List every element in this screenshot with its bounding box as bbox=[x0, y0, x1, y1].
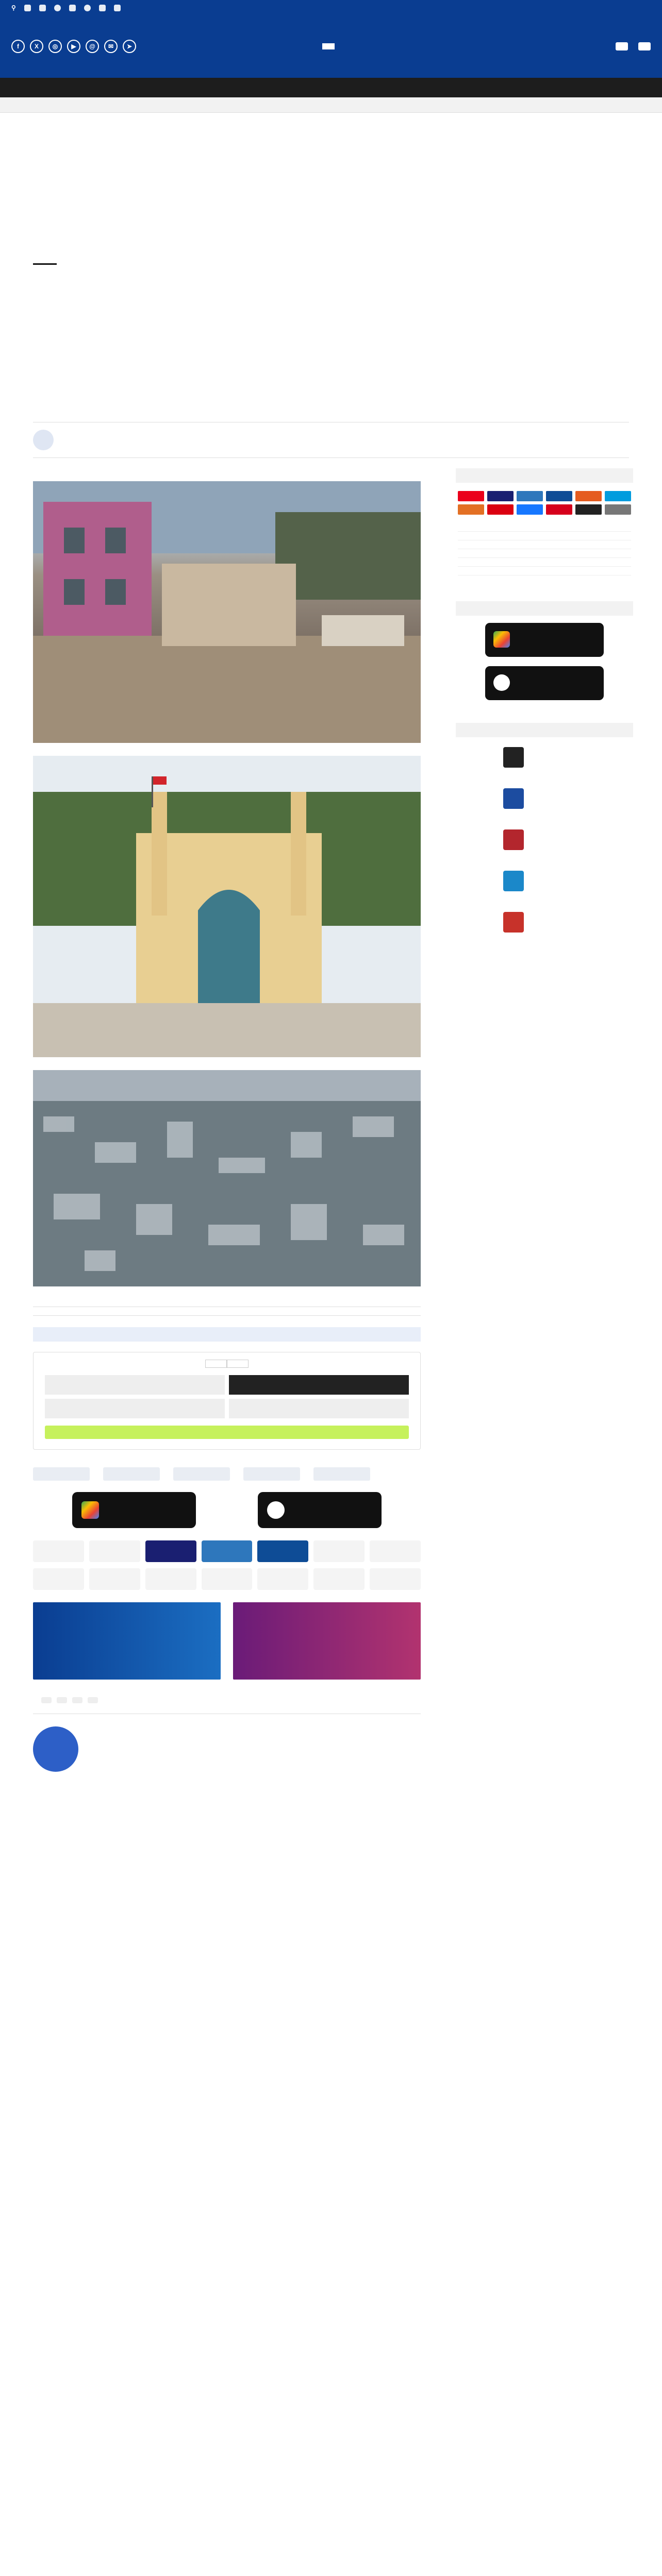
app-store-button[interactable] bbox=[485, 666, 604, 700]
author-avatar bbox=[33, 430, 54, 450]
sopa-icon bbox=[503, 829, 524, 850]
alipay-icon bbox=[517, 504, 543, 515]
author-box bbox=[33, 1726, 421, 1819]
x-icon[interactable]: X bbox=[30, 40, 43, 53]
patreon-icon[interactable] bbox=[33, 1568, 84, 1590]
ipi-logo[interactable] bbox=[243, 1467, 300, 1481]
promo-banners bbox=[33, 1602, 421, 1680]
amount-options bbox=[45, 1375, 409, 1418]
photo-illustration bbox=[33, 481, 421, 743]
google-pay-icon bbox=[605, 504, 631, 515]
payment-methods bbox=[33, 1540, 421, 1590]
amount-option-other[interactable] bbox=[229, 1399, 409, 1418]
mosque-site-photo bbox=[33, 481, 421, 743]
payme-icon[interactable] bbox=[145, 1568, 196, 1590]
x-icon[interactable] bbox=[39, 5, 46, 11]
photo-ground bbox=[33, 636, 421, 743]
donate-option[interactable] bbox=[458, 558, 631, 567]
tag[interactable] bbox=[72, 1697, 82, 1703]
main-nav bbox=[0, 78, 662, 97]
visa-icon[interactable] bbox=[145, 1540, 196, 1562]
jcb-icon bbox=[546, 491, 572, 501]
support-promo[interactable] bbox=[233, 1602, 421, 1680]
tag-list bbox=[33, 1697, 421, 1714]
tag[interactable] bbox=[41, 1697, 52, 1703]
amount-option[interactable] bbox=[45, 1399, 225, 1418]
photo-illustration bbox=[33, 756, 421, 1057]
jcb-icon[interactable] bbox=[257, 1540, 308, 1562]
masthead bbox=[0, 15, 662, 78]
amex-icon bbox=[517, 491, 543, 501]
discover-icon bbox=[575, 491, 602, 501]
octopus-icon bbox=[458, 504, 484, 515]
photo-building bbox=[43, 502, 152, 656]
app-store-button[interactable] bbox=[258, 1492, 382, 1528]
byline bbox=[33, 422, 629, 458]
article-body bbox=[33, 468, 421, 1819]
google-play-icon bbox=[493, 631, 510, 648]
donate-option[interactable] bbox=[458, 540, 631, 549]
google-play-button[interactable] bbox=[485, 623, 604, 657]
trending-bar bbox=[0, 97, 662, 113]
donate-options bbox=[456, 523, 633, 601]
site-logo[interactable] bbox=[322, 42, 340, 52]
instagram-icon[interactable] bbox=[54, 5, 61, 11]
jti-icon bbox=[503, 788, 524, 809]
member-logos bbox=[456, 744, 633, 935]
trust-project-logo[interactable] bbox=[503, 744, 586, 770]
support-hkfp-button[interactable] bbox=[616, 42, 628, 50]
trust-project-logo[interactable] bbox=[33, 1467, 90, 1481]
facebook-icon[interactable]: f bbox=[11, 40, 25, 53]
facebook-icon[interactable] bbox=[24, 5, 31, 11]
author-avatar[interactable] bbox=[33, 1726, 78, 1772]
category-rule bbox=[33, 263, 57, 265]
ipi-icon bbox=[503, 871, 524, 891]
tab-one-time[interactable] bbox=[205, 1360, 227, 1368]
hrpa-logo[interactable] bbox=[503, 909, 586, 935]
patreon-icon bbox=[575, 504, 602, 515]
more-ways-link[interactable] bbox=[458, 575, 631, 601]
google-play-icon bbox=[81, 1501, 99, 1519]
donate-option[interactable] bbox=[458, 549, 631, 558]
donate-option[interactable] bbox=[458, 532, 631, 540]
donate-option[interactable] bbox=[458, 523, 631, 532]
jti-logo[interactable] bbox=[103, 1467, 160, 1481]
apple-pay-icon[interactable] bbox=[370, 1568, 421, 1590]
email-icon[interactable]: ✉ bbox=[104, 40, 118, 53]
sopa-logo[interactable] bbox=[173, 1467, 230, 1481]
frequency-toggle bbox=[45, 1360, 409, 1368]
utility-bar bbox=[0, 0, 662, 15]
payment-cards bbox=[456, 491, 633, 515]
logo-mark bbox=[322, 43, 335, 49]
email-icon[interactable] bbox=[99, 5, 106, 11]
apple-icon bbox=[493, 674, 510, 691]
google-play-button[interactable] bbox=[72, 1492, 196, 1528]
article-footer-links[interactable] bbox=[33, 1307, 421, 1316]
hrpa-icon bbox=[503, 912, 524, 933]
google-pay-icon[interactable] bbox=[313, 1568, 365, 1590]
donate-heading bbox=[456, 468, 633, 483]
tag[interactable] bbox=[57, 1697, 67, 1703]
youtube-icon[interactable] bbox=[69, 5, 76, 11]
visa-icon bbox=[487, 491, 514, 501]
payme-icon bbox=[487, 504, 514, 515]
login-button[interactable] bbox=[638, 42, 651, 50]
paypal-icon bbox=[605, 491, 631, 501]
urumqi-aerial-photo bbox=[33, 1070, 421, 1286]
apple-icon bbox=[267, 1501, 285, 1519]
threads-icon[interactable] bbox=[84, 5, 91, 11]
apps-heading bbox=[456, 601, 633, 616]
amount-option[interactable] bbox=[45, 1375, 225, 1395]
youtube-icon[interactable]: ▶ bbox=[67, 40, 80, 53]
ethics-promo[interactable] bbox=[33, 1602, 221, 1680]
join-donate-button[interactable] bbox=[45, 1426, 409, 1439]
amount-option-selected[interactable] bbox=[229, 1375, 409, 1395]
telegram-icon[interactable]: ➤ bbox=[123, 40, 136, 53]
octopus-icon[interactable] bbox=[370, 1540, 421, 1562]
support-banner[interactable] bbox=[33, 1327, 421, 1342]
sopa-logo[interactable] bbox=[503, 827, 586, 853]
photo-trees bbox=[275, 512, 421, 600]
sidebar-app-buttons bbox=[456, 623, 633, 700]
donate-option[interactable] bbox=[458, 567, 631, 575]
trust-project-icon bbox=[503, 747, 524, 768]
photo-plaza bbox=[33, 1003, 421, 1057]
photo-illustration bbox=[33, 1070, 421, 1286]
telegram-icon[interactable] bbox=[114, 5, 121, 11]
instagram-icon[interactable]: ◎ bbox=[48, 40, 62, 53]
amex-icon[interactable] bbox=[202, 1540, 253, 1562]
hrpa-logo[interactable] bbox=[313, 1467, 370, 1481]
mastercard-icon[interactable] bbox=[33, 1540, 84, 1562]
paypal-icon[interactable] bbox=[89, 1568, 140, 1590]
jti-logo[interactable] bbox=[503, 786, 586, 811]
app-store-buttons bbox=[33, 1492, 421, 1528]
ipi-logo[interactable] bbox=[503, 868, 586, 894]
fps-icon bbox=[546, 504, 572, 515]
threads-icon[interactable]: @ bbox=[86, 40, 99, 53]
partner-logos bbox=[33, 1467, 421, 1481]
fps-icon[interactable] bbox=[257, 1568, 308, 1590]
paypal-icon[interactable] bbox=[89, 1540, 140, 1562]
search-link[interactable]: ⚲ bbox=[11, 4, 16, 11]
sidebar bbox=[456, 468, 633, 960]
tag[interactable] bbox=[88, 1697, 98, 1703]
donation-widget bbox=[33, 1352, 421, 1450]
member-heading bbox=[456, 723, 633, 737]
mastercard-icon bbox=[458, 491, 484, 501]
tab-monthly[interactable] bbox=[227, 1360, 249, 1368]
id-kah-mosque-photo bbox=[33, 756, 421, 1057]
alipay-icon[interactable] bbox=[202, 1568, 253, 1590]
discover-icon[interactable] bbox=[313, 1540, 365, 1562]
